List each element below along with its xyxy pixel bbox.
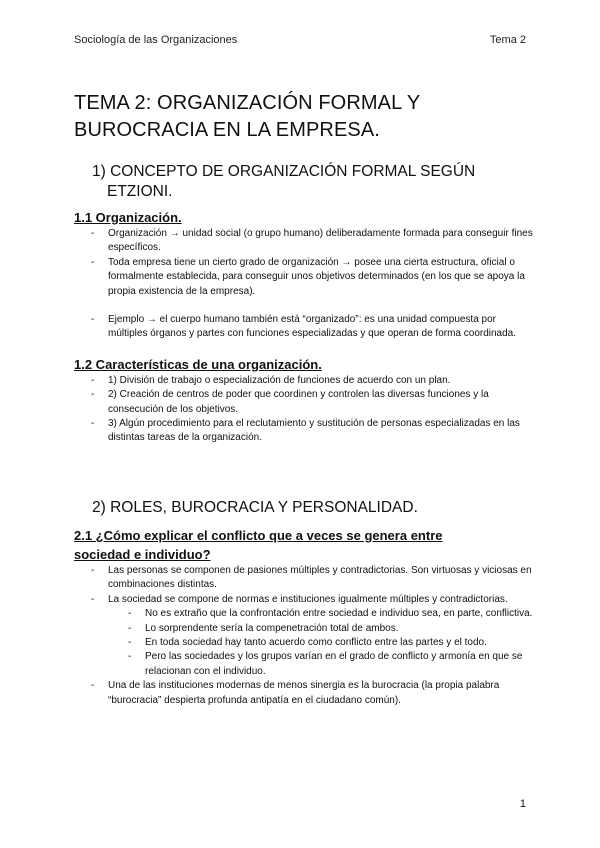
section-1-heading — [74, 162, 534, 202]
subsection-1-2-list — [74, 374, 534, 446]
subsection-2-1-list — [74, 564, 534, 708]
page-content — [74, 90, 534, 708]
list-item: - Las personas se componen de pasiones múltiples y contradictorias. Son virtuosas y viciosas en combinaciones distintas. — [74, 564, 534, 593]
section-1-heading-line-2: ETZIONI. — [107, 183, 173, 200]
page-number: 1 — [519, 798, 526, 810]
list-item: - Una de las instituciones modernas de menos sinergia es la burocracia (la propia palabra “burocracia” despierta profunda antipatía en el ciudadano común). — [74, 679, 534, 708]
page-title — [74, 90, 534, 144]
list-item: - 3) Algún procedimiento para el reclutamiento y sustitución de personas especializadas en las distintas tareas de la organización. — [74, 417, 534, 446]
subsection-2-1-heading — [74, 526, 534, 564]
list-item: - Ejemplo → el cuerpo humano también está “organizado”: es una unidad compuesta por múltiples órganos y partes con funciones especializadas y que operan de forma coordinada. — [74, 313, 534, 342]
subsection-1-1-heading: 1.1 Organización. — [74, 210, 182, 225]
list-item: - 1) División de trabajo o especialización de funciones de acuerdo con un plan. — [74, 374, 534, 388]
list-item: - Toda empresa tiene un cierto grado de organización → posee una cierta estructura, oficial o formalmente establecida, para conseguir unos objetivos determinados (en los que se apoya la propia existencia de la empresa). — [74, 256, 534, 299]
subsection-1-2-heading: 1.2 Características de una organización. — [74, 356, 322, 372]
title-line-2: BUROCRACIA EN LA EMPRESA. — [74, 119, 380, 141]
section-2-heading: 2) ROLES, BUROCRACIA Y PERSONALIDAD. — [92, 498, 418, 516]
nested-list-item: - No es extraño que la confrontación entre sociedad e individuo sea, en parte, conflictiva. — [74, 607, 534, 621]
title-line-1: TEMA 2: ORGANIZACIÓN FORMAL Y — [74, 92, 421, 114]
section-1-heading-line-1: 1) CONCEPTO DE ORGANIZACIÓN FORMAL SEGÚN — [92, 163, 476, 180]
nested-list-item: - Pero las sociedades y los grupos varían en el grado de conflicto y armonía en que se relacionan con el individuo. — [74, 650, 534, 679]
header-course-name: Sociología de las Organizaciones — [74, 34, 238, 46]
list-item: - Organización → unidad social (o grupo humano) deliberadamente formada para conseguir fines específicos. — [74, 227, 534, 256]
list-item: - La sociedad se compone de normas e instituciones igualmente múltiples y contradictorias. — [74, 593, 534, 607]
nested-list-item: - Lo sorprendente sería la compenetración total de ambos. — [74, 622, 534, 636]
subsection-1-1-list — [74, 227, 534, 342]
subsection-2-1-heading-line-2: sociedad e individuo? — [74, 546, 211, 562]
list-item: - 2) Creación de centros de poder que coordinen y controlen las diversas funciones y la consecución de los objetivos. — [74, 388, 534, 417]
nested-list-item: - En toda sociedad hay tanto acuerdo como conflicto entre las partes y el todo. — [74, 636, 534, 650]
subsection-2-1-heading-line-1: 2.1 ¿Cómo explicar el conflicto que a veces se genera entre — [74, 527, 443, 543]
header-topic: Tema 2 — [489, 34, 526, 46]
